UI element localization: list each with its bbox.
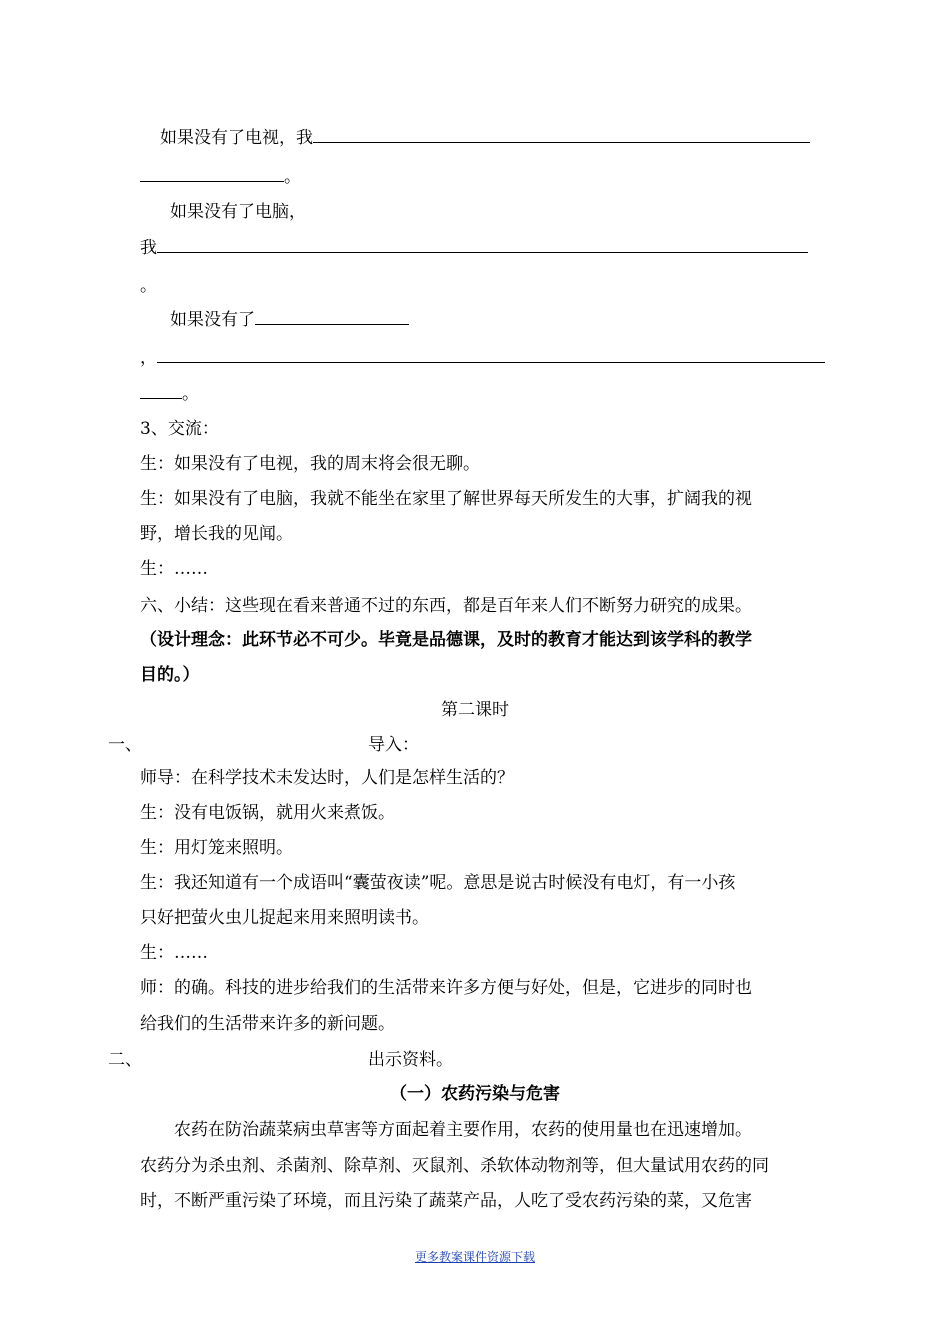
lesson2-title: 第二课时	[441, 700, 509, 720]
blank-computer-period: 。	[140, 276, 157, 296]
blank-computer-prefix: 如果没有了电脑，	[170, 202, 306, 222]
teacher-question: 师导：在科学技术未发达时，人们是怎样生活的？	[140, 768, 514, 788]
design-note-line1: （设计理念：此环节必不可少。毕竟是品德课，及时的教育才能达到该学科的教学	[140, 630, 752, 650]
material-paragraph-line1: 农药在防治蔬菜病虫草害等方面起着主要作用，农药的使用量也在迅速增加。	[174, 1120, 752, 1140]
exchange-heading: 3、交流：	[140, 419, 219, 439]
blank-line-meiyou-2	[140, 348, 825, 368]
blank-line-tv	[160, 128, 810, 148]
lesson2-student-1: 生：没有电饭锅，就用火来煮饭。	[140, 803, 395, 823]
material-paragraph-line2: 农药分为杀虫剂、杀菌剂、除草剂、灭鼠剂、杀软体动物剂等，但大量试用农药的同	[140, 1156, 769, 1176]
blank-computer-wo: 我	[140, 238, 157, 258]
blank-tv-prefix: 如果没有了电视，我	[160, 128, 313, 148]
section2-title: 出示资料。	[368, 1050, 453, 1070]
lesson2-student-4: 生：……	[140, 943, 208, 963]
lesson2-student-3-line1: 生：我还知道有一个成语叫“囊萤夜读”呢。意思是说古时候没有电灯，有一小孩	[140, 873, 736, 893]
exchange-student-1: 生：如果没有了电视，我的周末将会很无聊。	[140, 454, 480, 474]
teacher-response-line1: 师：的确。科技的进步给我们的生活带来许多方便与好处，但是，它进步的同时也	[140, 978, 752, 998]
blank-line-tv-end	[140, 167, 301, 187]
exchange-student-2-line1: 生：如果没有了电脑，我就不能坐在家里了解世界每天所发生的大事，扩阔我的视	[140, 489, 752, 509]
footer-download-link[interactable]: 更多教案课件资源下载	[414, 1250, 535, 1264]
lesson2-student-2: 生：用灯笼来照明。	[140, 838, 293, 858]
blank-meiyou-period: 。	[182, 384, 199, 404]
design-note-line2: 目的。）	[140, 665, 200, 685]
section2-number: 二、	[108, 1050, 142, 1070]
blank-tv-underline-2	[140, 167, 284, 182]
blank-line-meiyou-end	[140, 384, 199, 404]
section1-number: 一、	[108, 735, 142, 755]
material-paragraph-line3: 时，不断严重污染了环境，而且污染了蔬菜产品，人吃了受农药污染的菜，又危害	[140, 1191, 752, 1211]
summary-text: 六、小结：这些现在看来普通不过的东西，都是百年来人们不断努力研究的成果。	[140, 596, 752, 616]
exchange-student-2-line2: 野，增长我的见闻。	[140, 524, 293, 544]
blank-line-computer	[170, 202, 306, 222]
blank-meiyou-underline-3	[140, 384, 182, 399]
blank-meiyou-underline	[255, 310, 409, 325]
blank-meiyou-comma: ，	[140, 348, 157, 368]
exchange-student-3: 生：……	[140, 559, 208, 579]
teacher-response-line2: 给我们的生活带来许多的新问题。	[140, 1014, 395, 1034]
blank-computer-underline	[157, 238, 808, 253]
blank-meiyou-prefix: 如果没有了	[170, 310, 255, 330]
blank-meiyou-underline-2	[157, 348, 825, 363]
blank-line-meiyou	[170, 310, 409, 330]
lesson2-student-3-line2: 只好把萤火虫儿捉起来用来照明读书。	[140, 908, 429, 928]
material-title: （一）农药污染与危害	[390, 1084, 560, 1104]
blank-tv-period: 。	[284, 167, 301, 187]
blank-line-computer-end	[140, 276, 157, 296]
blank-line-computer-wo	[140, 238, 808, 258]
section1-title: 导入：	[368, 735, 419, 755]
blank-tv-underline	[313, 128, 810, 143]
